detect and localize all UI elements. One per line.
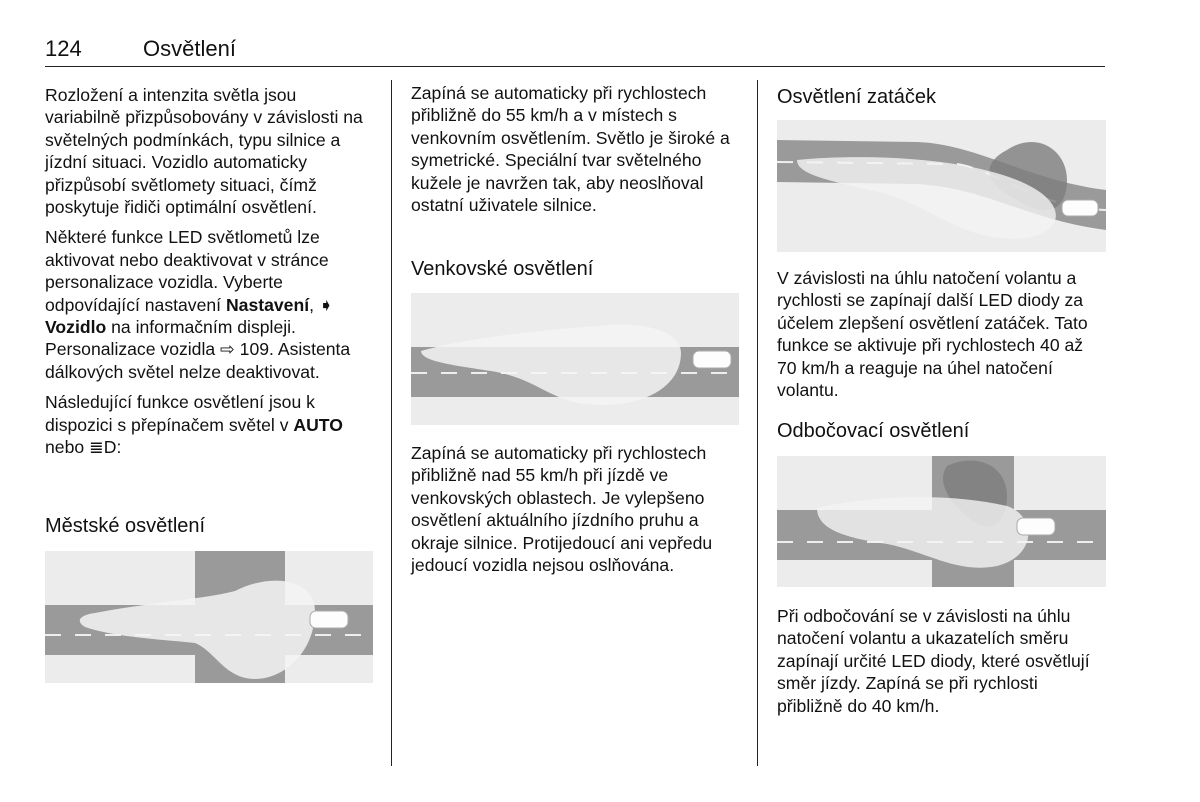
column-1 (45, 84, 375, 467)
section-heading: Venkovské osvětlení (411, 258, 594, 280)
city-lighting-illustration (45, 551, 373, 683)
paragraph: Zapíná se automaticky při rychlostech přibližně do 55 km/h a v místech s venkovním osvětlením. Světlo je široké a symetrické. Speciální tvar světelného kužele je navržen tak, aby neoslňoval ostatní uživatele silnice. (411, 83, 730, 216)
section-heading: Osvětlení zatáček (777, 86, 936, 108)
paragraph: Zapíná se automaticky při rychlostech přibližně nad 55 km/h při jízdě ve venkovských oblastech. Je vylepšeno osvětlení aktuálního jízdního pruhu a okraje silnice. Protijedoucí ani vepředu jedoucí vozidla nejsou oslňována. (411, 443, 713, 576)
column-2 (411, 82, 741, 224)
column-3-block-2 (777, 605, 1107, 725)
paragraph: Při odbočování se v závislosti na úhlu natočení volantu a ukazatelích směru zapínají určité LED diody, které osvětlují směr jízdy. Zapíná se při rychlosti přibližně do 40 km/h. (777, 606, 1090, 716)
section-heading: Odbočovací osvětlení (777, 420, 970, 442)
page-header (45, 36, 1105, 67)
column-divider (391, 80, 392, 766)
paragraph: V závislosti na úhlu natočení volantu a rychlosti se zapínají další LED diody za účelem zlepšení osvětlení zatáček. Tato funkce se aktivuje při rychlostech 40 až 70 km/h a reaguje na úhel natočení volantu. (777, 268, 1088, 401)
page-title: Osvětlení (143, 36, 236, 61)
country-lighting-illustration (411, 293, 739, 425)
paragraph: Rozložení a intenzita světla jsou variabilně přizpůsobovány v závislosti na světelných podmínkách, typu silnice a jízdní situaci. Vozidlo automaticky přizpůsobí světlomety situaci, čímž poskytuje řidiči optimální osvětlení. (45, 85, 363, 218)
column-divider (757, 80, 758, 766)
turning-lighting-illustration (777, 456, 1106, 587)
paragraph: Následující funkce osvětlení jsou k dispozici s přepínačem světel v AUTO nebo ≣D: (45, 392, 343, 458)
column-2-lower (411, 442, 741, 584)
column-3-block-1 (777, 267, 1107, 409)
page-number: 124 (45, 36, 82, 61)
paragraph: Některé funkce LED světlometů lze aktivovat nebo deaktivovat v stránce personalizace vozidla. Vyberte odpovídající nastavení Nastavení, ➧ Vozidlo na informačním displeji. Personalizace vozidla ⇨ 109. Asistenta dálkových světel nelze deaktivovat. (45, 227, 351, 382)
section-heading: Městské osvětlení (45, 515, 206, 537)
curve-lighting-illustration (777, 120, 1106, 252)
